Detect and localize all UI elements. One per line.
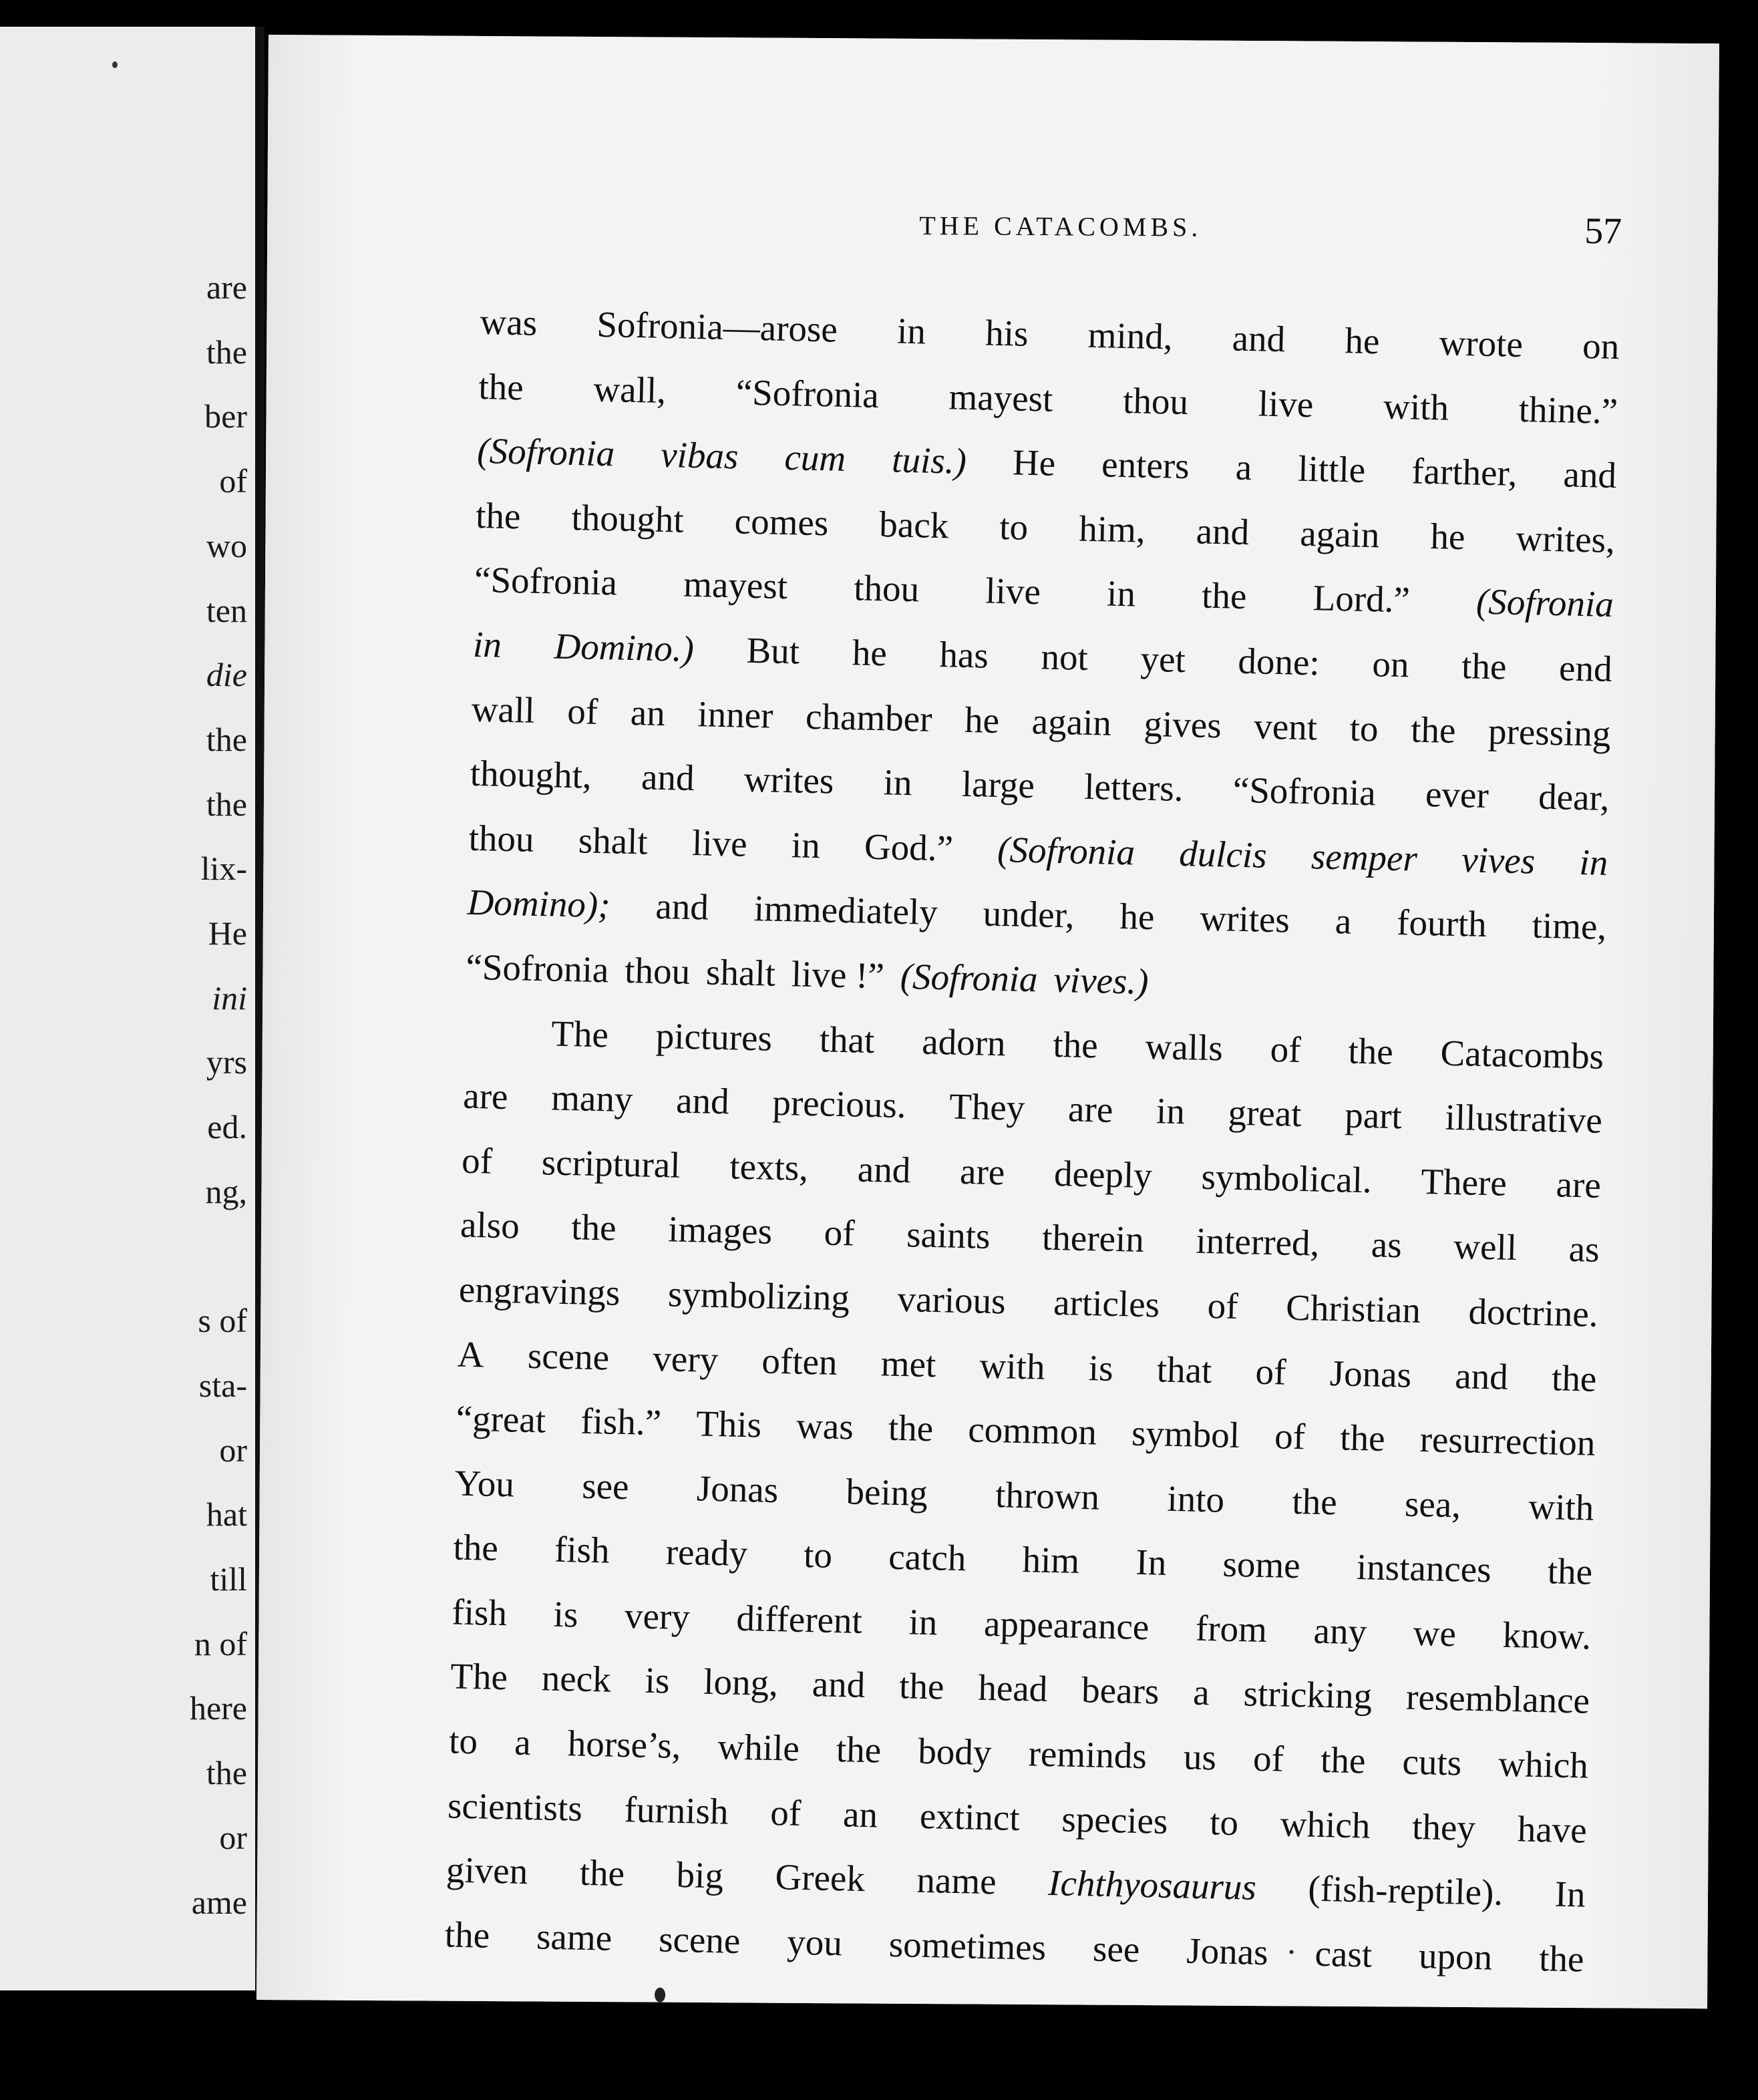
word: of: [769, 1791, 802, 1833]
word: fish: [554, 1529, 610, 1571]
word: “Sofronia: [465, 946, 610, 991]
word: the: [836, 1729, 882, 1771]
left-page-fragment: of: [219, 462, 247, 500]
word: bears: [1081, 1669, 1160, 1713]
word: of: [1207, 1284, 1239, 1327]
word: precious.: [771, 1081, 907, 1126]
word: different: [735, 1597, 863, 1641]
word: Greek: [774, 1856, 866, 1900]
word: symbolical.: [1201, 1156, 1373, 1201]
word: know.: [1502, 1614, 1592, 1657]
word: on: [1371, 643, 1410, 685]
word: him,: [1078, 508, 1146, 550]
ink-speck: [655, 1988, 665, 2002]
word: he: [852, 632, 888, 674]
word: various: [896, 1278, 1007, 1322]
word: thou: [1122, 379, 1189, 422]
word: resurrection: [1419, 1419, 1596, 1463]
word: in: [883, 761, 913, 804]
word: The: [550, 1013, 609, 1055]
word: part: [1344, 1094, 1403, 1137]
page: [256, 35, 1719, 2008]
word: into: [1166, 1477, 1225, 1520]
left-page-fragment: the: [206, 785, 247, 823]
word: In: [1554, 1873, 1586, 1915]
word: of: [461, 1140, 493, 1182]
word: of: [1252, 1737, 1284, 1779]
ink-speck: [112, 61, 118, 68]
word: being: [845, 1471, 928, 1514]
word: the: [570, 1206, 617, 1249]
left-page-fragment: ber: [204, 397, 247, 435]
word: The: [450, 1655, 508, 1698]
word: But: [745, 629, 800, 672]
word: him: [1022, 1539, 1080, 1582]
word: which: [1498, 1743, 1589, 1786]
word: pictures: [655, 1015, 773, 1059]
word: an: [842, 1793, 878, 1835]
word: thought: [570, 496, 685, 540]
left-page-fragment: here: [189, 1689, 247, 1727]
word: often: [761, 1340, 838, 1383]
word: and: [655, 886, 709, 928]
left-page-fragment: sta-: [198, 1366, 247, 1404]
word: thou: [853, 567, 920, 610]
word: horse’s,: [567, 1723, 682, 1767]
word: given: [446, 1849, 528, 1892]
word: thine.”: [1518, 388, 1618, 431]
word: large: [961, 763, 1035, 806]
word: interred,: [1195, 1220, 1320, 1264]
word: and: [641, 756, 695, 799]
word: vives: [1461, 838, 1536, 882]
word: a: [1235, 446, 1252, 488]
word: There: [1420, 1160, 1508, 1204]
word: Lord.”: [1312, 577, 1411, 621]
word: upon: [1418, 1935, 1493, 1978]
word: in: [1578, 841, 1608, 883]
word: cuts: [1401, 1741, 1462, 1783]
word: very: [652, 1337, 719, 1380]
word: live: [985, 570, 1041, 612]
word: doctrine.: [1468, 1290, 1599, 1335]
word: pressing: [1487, 710, 1612, 754]
word: the: [1201, 574, 1248, 617]
word: (Sofronia: [900, 955, 1039, 1000]
word: see: [581, 1465, 630, 1507]
word: cum: [783, 437, 846, 480]
word: great: [1227, 1091, 1302, 1135]
word: thou: [624, 949, 691, 992]
word: has: [938, 634, 989, 676]
word: saints: [906, 1214, 991, 1257]
word: fish: [451, 1591, 508, 1634]
word: he: [1344, 320, 1381, 362]
word: well: [1453, 1226, 1518, 1268]
word: the: [1461, 645, 1508, 687]
word: ever: [1425, 773, 1489, 816]
word: reminds: [1028, 1733, 1148, 1777]
word: very: [624, 1595, 691, 1638]
word: met: [880, 1342, 937, 1385]
word: tuis.): [891, 439, 967, 482]
word: is: [645, 1660, 671, 1702]
word: letters.: [1083, 766, 1184, 810]
word: semper: [1310, 836, 1418, 879]
left-page-fragment: ng,: [205, 1172, 247, 1210]
left-page-fragment: the: [206, 333, 247, 371]
word: of: [1274, 1415, 1306, 1457]
word: catch: [888, 1536, 967, 1579]
left-page-fragment: s of: [198, 1302, 247, 1340]
word: any: [1313, 1610, 1367, 1652]
word: (Sofronia: [997, 828, 1135, 873]
word: (fish-reptile).: [1307, 1868, 1504, 1914]
word: have: [1517, 1808, 1588, 1851]
word: symbolizing: [667, 1273, 850, 1319]
word: also: [460, 1204, 520, 1246]
word: little: [1297, 448, 1366, 491]
word: many: [550, 1077, 634, 1120]
word: some: [1222, 1543, 1301, 1586]
word: us: [1183, 1736, 1217, 1778]
word: body: [917, 1730, 993, 1773]
word: scriptural: [541, 1141, 681, 1186]
word: he: [1119, 896, 1156, 938]
word: to: [1209, 1801, 1239, 1843]
word: and: [1196, 510, 1250, 552]
word: chamber: [805, 695, 933, 739]
left-page-fragment: lix-: [200, 850, 247, 888]
word: the: [1538, 1937, 1585, 1980]
word: in: [791, 824, 821, 866]
word: the: [1339, 1417, 1386, 1459]
word: a: [1335, 900, 1352, 942]
word: Domino.): [553, 625, 695, 670]
word: God.”: [864, 826, 954, 869]
word: stricking: [1243, 1673, 1373, 1717]
word: to: [1349, 707, 1379, 749]
word: extinct: [919, 1795, 1021, 1838]
word: sometimes: [888, 1923, 1047, 1968]
word: the: [444, 1914, 490, 1956]
word: wrote: [1439, 322, 1524, 365]
word: are: [1556, 1164, 1602, 1206]
word: are: [959, 1150, 1006, 1193]
word: They: [948, 1085, 1025, 1129]
word: texts,: [729, 1146, 809, 1188]
body-text: [444, 290, 1620, 1992]
word: and: [812, 1663, 866, 1706]
left-page-fragment: the: [206, 720, 247, 758]
word: they: [1411, 1805, 1476, 1848]
word: done:: [1237, 640, 1321, 683]
word: scientists: [447, 1785, 583, 1829]
left-page-fragment: He: [208, 914, 247, 952]
word: Ichthyosaurus: [1047, 1862, 1257, 1908]
word: which: [1280, 1803, 1371, 1846]
word: neck: [541, 1657, 612, 1701]
word: he: [1429, 515, 1466, 557]
word: while: [717, 1726, 800, 1769]
word: common: [967, 1409, 1097, 1453]
word: name: [916, 1860, 997, 1902]
word: sea,: [1404, 1483, 1461, 1526]
word: and: [1454, 1355, 1509, 1397]
word: on: [1582, 325, 1620, 367]
word: was: [796, 1405, 854, 1447]
left-page-fragment: n of: [194, 1624, 247, 1662]
word: the: [1547, 1550, 1593, 1592]
word: again: [1299, 512, 1381, 556]
word: dulcis: [1178, 832, 1268, 876]
word: mayest: [683, 564, 788, 607]
word: the: [1551, 1357, 1598, 1399]
word: engravings: [458, 1268, 621, 1313]
word: are: [1067, 1088, 1113, 1131]
word: under,: [983, 892, 1075, 936]
word: the: [475, 494, 522, 537]
word: appearance: [983, 1602, 1150, 1648]
word: Catacombs: [1440, 1032, 1604, 1077]
word: the: [898, 1665, 945, 1708]
word: thought,: [470, 752, 592, 796]
word: in: [896, 310, 926, 352]
word: deeply: [1053, 1152, 1153, 1196]
word: live: [1258, 382, 1314, 425]
left-page-fragment: ame: [191, 1883, 247, 1921]
word: we: [1413, 1612, 1457, 1654]
word: scene: [658, 1918, 741, 1961]
word: writes,: [1515, 517, 1616, 560]
word: time,: [1532, 904, 1607, 948]
word: with: [979, 1345, 1046, 1387]
word: “Sofronia: [1232, 769, 1377, 814]
word: the: [579, 1852, 625, 1894]
word: Christian: [1285, 1286, 1421, 1331]
word: end: [1558, 647, 1613, 689]
word: walls: [1145, 1025, 1224, 1068]
word: (Sofronia: [1475, 580, 1614, 625]
word: “great: [456, 1397, 546, 1441]
word: articles: [1053, 1281, 1160, 1325]
word: instances: [1356, 1546, 1492, 1590]
word: to: [803, 1534, 833, 1576]
left-page-fragment: the: [206, 1754, 247, 1792]
left-page-fragment: ed.: [207, 1108, 247, 1146]
word: a: [514, 1721, 532, 1763]
word: vives.): [1053, 958, 1150, 1002]
word: of: [1270, 1028, 1302, 1070]
word: furnish: [624, 1788, 729, 1832]
word: see: [1092, 1928, 1141, 1970]
word: gives: [1143, 703, 1222, 745]
word: the: [1291, 1480, 1338, 1523]
word: fish.”: [580, 1400, 662, 1443]
left-page-fragment: ini: [212, 979, 247, 1017]
page-number: 57: [1584, 210, 1622, 252]
word: you: [786, 1921, 843, 1964]
left-page-fragment: till: [210, 1560, 247, 1598]
word: that: [1156, 1348, 1213, 1391]
word: symbol: [1131, 1412, 1240, 1456]
left-page-fragment: or: [219, 1431, 247, 1469]
word: writes: [743, 758, 835, 802]
word: Jonas: [1186, 1930, 1269, 1973]
word: and: [1232, 317, 1286, 360]
word: live !”: [791, 953, 885, 997]
word: is: [1088, 1347, 1114, 1389]
word: thou: [468, 817, 535, 860]
left-page-fragment: hat: [206, 1496, 247, 1534]
word: the: [478, 365, 524, 407]
word: in: [908, 1601, 938, 1643]
word: enters: [1101, 444, 1190, 487]
word: shalt: [578, 820, 649, 862]
word: of: [1255, 1351, 1287, 1393]
word: yet: [1139, 638, 1186, 681]
left-page-fragment: wo: [206, 526, 247, 564]
word: inner: [697, 693, 774, 736]
word: the: [1347, 1030, 1394, 1072]
word: species: [1061, 1798, 1169, 1842]
word: big: [676, 1854, 724, 1896]
running-header-title: THE CATACOMBS.: [919, 210, 1202, 242]
word: In: [1135, 1542, 1168, 1584]
left-page-fragment: are: [206, 269, 247, 306]
word: Domino);: [467, 882, 611, 926]
word: was: [479, 301, 538, 343]
word: not: [1040, 636, 1089, 678]
word: same: [536, 1916, 612, 1958]
word: to: [999, 506, 1029, 548]
word: head: [977, 1667, 1048, 1710]
word: cast: [1314, 1932, 1373, 1975]
word: Jonas: [1329, 1352, 1412, 1395]
word: scene: [527, 1335, 610, 1378]
word: This: [695, 1403, 762, 1445]
word: that: [819, 1018, 876, 1061]
word: thrown: [995, 1473, 1100, 1518]
word: fourth: [1396, 902, 1487, 945]
word: comes: [734, 500, 829, 544]
word: Sofronia—arose: [596, 303, 838, 350]
word: in: [1156, 1090, 1186, 1132]
word: of: [824, 1212, 856, 1254]
left-facing-page: [0, 27, 255, 1990]
word: in: [472, 623, 502, 665]
word: mind,: [1087, 314, 1174, 357]
word: a: [1192, 1672, 1210, 1713]
word: ready: [665, 1531, 748, 1574]
word: (Sofronia: [476, 430, 615, 474]
left-page-fragment: or: [219, 1818, 247, 1856]
word: an: [630, 691, 666, 733]
word: in: [1106, 572, 1136, 615]
left-page-fragment: yrs: [206, 1043, 247, 1081]
word: the: [888, 1407, 934, 1449]
word: are: [462, 1075, 509, 1117]
word: with: [1528, 1485, 1594, 1528]
word: farther,: [1411, 450, 1518, 494]
word: and: [1562, 454, 1617, 496]
word: the: [1320, 1739, 1367, 1781]
word: vibas: [660, 434, 739, 477]
word: writes: [1199, 898, 1290, 940]
word: illustrative: [1445, 1096, 1603, 1141]
left-page-fragment: ten: [206, 591, 247, 629]
word: the: [1410, 709, 1457, 751]
word: the: [1052, 1023, 1099, 1065]
word: shalt: [705, 951, 776, 994]
word: is: [553, 1593, 579, 1635]
word: with: [1383, 385, 1449, 428]
word: and: [857, 1148, 912, 1191]
word: “Sofronia: [474, 559, 618, 603]
word: wall: [471, 688, 536, 731]
left-page-fragment: die: [206, 656, 247, 694]
word: from: [1195, 1607, 1268, 1650]
word: “Sofronia: [735, 371, 880, 415]
word: as: [1568, 1228, 1600, 1270]
word: as: [1371, 1224, 1403, 1266]
word: therein: [1041, 1216, 1145, 1260]
word: wall,: [592, 368, 667, 411]
word: he: [964, 699, 1000, 741]
word: He: [1012, 442, 1056, 484]
word: images: [667, 1208, 773, 1252]
ink-speck: [1289, 1950, 1293, 1954]
word: resemblance: [1405, 1677, 1590, 1722]
word: You: [454, 1462, 515, 1505]
word: adorn: [921, 1021, 1007, 1063]
word: long,: [703, 1661, 779, 1704]
word: mayest: [948, 375, 1054, 419]
word: immediately: [753, 888, 938, 933]
word: Jonas: [696, 1467, 779, 1510]
word: to: [448, 1720, 478, 1762]
word: A: [457, 1333, 485, 1375]
word: again: [1031, 700, 1112, 743]
word: his: [985, 312, 1029, 354]
word: live: [691, 822, 748, 864]
word: and: [675, 1079, 730, 1122]
word: vent: [1253, 705, 1318, 747]
word: dear,: [1538, 775, 1610, 819]
word: the: [452, 1526, 499, 1569]
word: of: [566, 690, 598, 732]
word: back: [878, 503, 949, 546]
